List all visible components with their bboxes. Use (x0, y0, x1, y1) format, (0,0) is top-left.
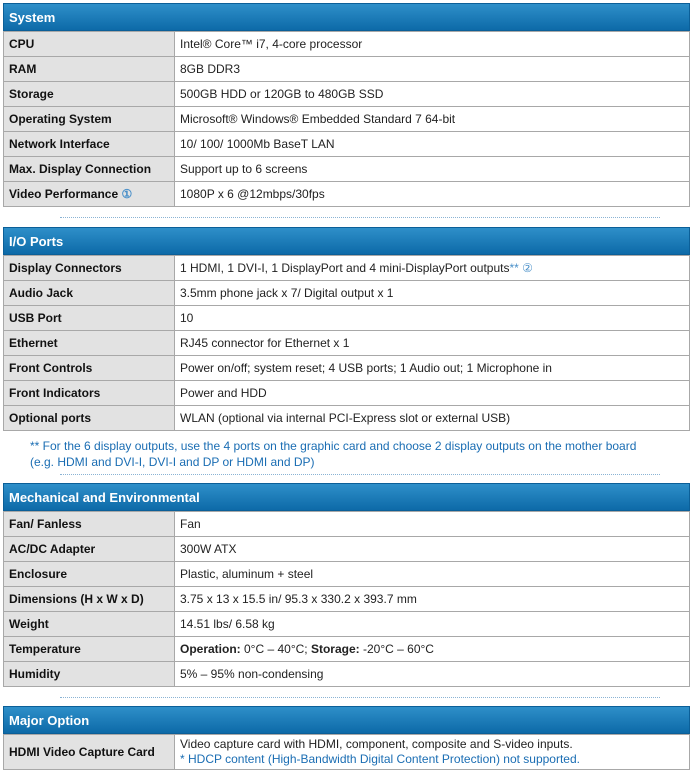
table-row (4, 306, 690, 331)
row-value: WLAN (optional via internal PCI-Express slot or external USB) (175, 406, 690, 431)
table-row (4, 32, 690, 57)
table-row (4, 612, 690, 637)
row-label: Front Controls (4, 356, 175, 381)
section-divider (60, 474, 660, 475)
io-section (3, 227, 690, 431)
footnote-line: (e.g. HDMI and DVI-I, DVI-I and DP or HDMI and DP) (30, 455, 315, 469)
row-value: Support up to 6 screens (175, 157, 690, 182)
table-row (4, 537, 690, 562)
row-value-text: Video capture card with HDMI, component, composite and S-video inputs. (180, 737, 573, 751)
row-label: Weight (4, 612, 175, 637)
system-table (3, 31, 690, 207)
table-row (4, 256, 690, 281)
row-label: Dimensions (H x W x D) (4, 587, 175, 612)
row-value: 8GB DDR3 (175, 57, 690, 82)
row-label: Temperature (4, 637, 175, 662)
io-footnote (30, 438, 680, 470)
row-value: Microsoft® Windows® Embedded Standard 7 64-bit (175, 107, 690, 132)
row-value: 5% – 95% non-condensing (175, 662, 690, 687)
hdcp-note: * HDCP content (High-Bandwidth Digital Content Protection) not supported. (180, 752, 580, 766)
row-value: 500GB HDD or 120GB to 480GB SSD (175, 82, 690, 107)
row-label: Ethernet (4, 331, 175, 356)
system-header: System (3, 3, 690, 31)
row-value (175, 735, 690, 770)
table-row (4, 182, 690, 207)
section-divider (60, 217, 660, 218)
system-section (3, 3, 690, 207)
row-value: 3.5mm phone jack x 7/ Digital output x 1 (175, 281, 690, 306)
row-label: Fan/ Fanless (4, 512, 175, 537)
row-label: USB Port (4, 306, 175, 331)
row-label: CPU (4, 32, 175, 57)
row-label: HDMI Video Capture Card (4, 735, 175, 770)
footnote-line: ** For the 6 display outputs, use the 4 ports on the graphic card and choose 2 display outputs on the mother board (30, 439, 637, 453)
table-row (4, 331, 690, 356)
table-row (4, 587, 690, 612)
table-row (4, 281, 690, 306)
table-row (4, 356, 690, 381)
row-value: Fan (175, 512, 690, 537)
io-table (3, 255, 690, 431)
table-row (4, 57, 690, 82)
major-section (3, 706, 690, 770)
table-row (4, 637, 690, 662)
io-header: I/O Ports (3, 227, 690, 255)
major-table (3, 734, 690, 770)
operation-label: Operation: (180, 642, 241, 656)
row-value: 3.75 x 13 x 15.5 in/ 95.3 x 330.2 x 393.7 mm (175, 587, 690, 612)
row-value: 300W ATX (175, 537, 690, 562)
row-label: Display Connectors (4, 256, 175, 281)
table-row (4, 512, 690, 537)
section-divider (60, 697, 660, 698)
footnote-2-link[interactable]: ** ② (509, 261, 533, 275)
row-value-text: 1 HDMI, 1 DVI-I, 1 DisplayPort and 4 mini-DisplayPort outputs (180, 261, 510, 275)
table-row (4, 132, 690, 157)
row-value: 10/ 100/ 1000Mb BaseT LAN (175, 132, 690, 157)
major-header: Major Option (3, 706, 690, 734)
row-label-text: Video Performance (9, 187, 119, 201)
row-value: Intel® Core™ i7, 4-core processor (175, 32, 690, 57)
row-value: Plastic, aluminum + steel (175, 562, 690, 587)
row-label: RAM (4, 57, 175, 82)
row-label: Optional ports (4, 406, 175, 431)
row-value: RJ45 connector for Ethernet x 1 (175, 331, 690, 356)
table-row (4, 82, 690, 107)
operation-value: 0°C – 40°C; (240, 642, 311, 656)
row-label: Operating System (4, 107, 175, 132)
mech-table (3, 511, 690, 687)
row-value: Power on/off; system reset; 4 USB ports; 1 Audio out; 1 Microphone in (175, 356, 690, 381)
footnote-1-link[interactable]: ① (121, 187, 133, 201)
row-label: Front Indicators (4, 381, 175, 406)
table-row (4, 406, 690, 431)
row-label: Humidity (4, 662, 175, 687)
row-value (175, 256, 690, 281)
row-label: Enclosure (4, 562, 175, 587)
row-label: Max. Display Connection (4, 157, 175, 182)
row-label (4, 182, 175, 207)
table-row (4, 107, 690, 132)
row-label: Storage (4, 82, 175, 107)
table-row (4, 662, 690, 687)
table-row (4, 381, 690, 406)
row-label: AC/DC Adapter (4, 537, 175, 562)
storage-label: Storage: (310, 642, 360, 656)
table-row (4, 562, 690, 587)
row-label: Audio Jack (4, 281, 175, 306)
storage-value: -20°C – 60°C (359, 642, 434, 656)
row-value: Power and HDD (175, 381, 690, 406)
table-row (4, 157, 690, 182)
row-value: 1080P x 6 @12mbps/30fps (175, 182, 690, 207)
row-value (175, 637, 690, 662)
row-label: Network Interface (4, 132, 175, 157)
row-value: 10 (175, 306, 690, 331)
row-value: 14.51 lbs/ 6.58 kg (175, 612, 690, 637)
table-row (4, 735, 690, 770)
mech-section (3, 483, 690, 687)
mech-header: Mechanical and Environmental (3, 483, 690, 511)
